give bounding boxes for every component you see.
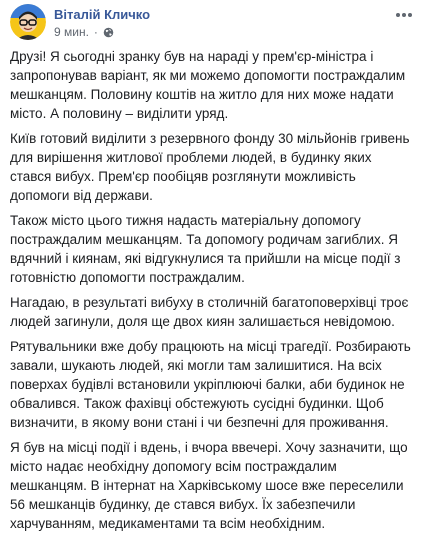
meta-separator: · <box>93 25 98 39</box>
post-time[interactable]: 9 мин. <box>54 25 89 39</box>
post-paragraph: Також місто цього тижня надасть матеріальну допомогу постраждалим мешканцям. Та допомогу родичам загиблих. Я вдячний і киянам, які відгукнулися та прийшли на місце події з готовністю допомогти постраждалим. <box>10 213 401 285</box>
author-name[interactable]: Віталій Кличко <box>54 7 151 22</box>
avatar[interactable] <box>10 4 46 40</box>
post-body <box>10 47 416 539</box>
post-paragraph: Друзі! Я сьогодні зранку був на нараді у прем'єр-міністра і запропонував варіант, як ми можемо допомогти постраждалим мешканцям. Половину коштів на житло для них може надати місто. А половину – виділити уряд. <box>10 49 406 121</box>
globe-icon[interactable] <box>103 27 114 38</box>
post-paragraph: Нагадаю, в результаті вибуху в столичній багатоповерхівці троє людей загинули, доля ще двох киян залишається невідомою. <box>10 295 409 329</box>
post-meta <box>54 25 114 39</box>
more-options-icon[interactable] <box>394 8 414 22</box>
post-paragraph: Я був на місці події і вдень, і вчора ввечері. Хочу зазначити, що місто надає необхідну допомогу всім постраждалим мешканцям. В інтернат на Харківському шосе вже переселили 56 мешканців будинку, де стався вибух. Їх забезпечили харчуванням, медикаментами та всім необхідним. <box>10 440 408 531</box>
post-header <box>10 4 414 40</box>
post-paragraph: Рятувальники вже добу працюють на місці трагедії. Розбирають завали, шукають людей, які могли там залишитися. На всіх поверхах будівлі встановили укріплюючі балки, аби будинок не обвалився. Також фахівці обстежують сусідні будинки. Щоб визначити, в якому вони стані і чи безпечні для проживання. <box>10 339 411 430</box>
post-paragraph: Київ готовий виділити з резервного фонду 30 мільйонів гривень для вирішення житлової проблеми людей, в будинку яких стався вибух. Прем'єр пообіцяв розглянути можливість допомоги від держави. <box>10 131 410 203</box>
avatar-image <box>10 4 46 40</box>
